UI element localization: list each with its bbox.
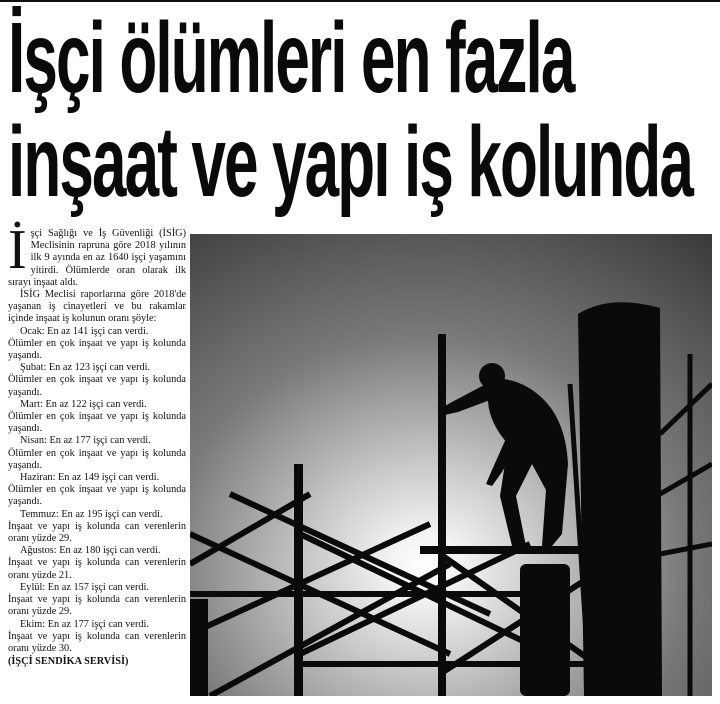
article-paragraph-2: İSİG Meclisi raporlarına göre 2018'de yaşanan iş cinayetleri ve bu rakamlar içinde inşaat iş kolunun oranı şöyle: <box>8 289 186 325</box>
monthly-list <box>8 326 186 655</box>
month-entry: Ağustos: En az 180 işçi can verdi. <box>20 545 161 557</box>
headline-line-1: İşçi ölümleri en fazla <box>8 2 574 114</box>
headline-line-2: inşaat ve yapı iş kolunda <box>8 106 693 218</box>
month-detail: Ölümler en çok inşaat ve yapı iş kolunda yaşandı. <box>8 484 186 508</box>
month-detail: Ölümler en çok inşaat ve yapı iş kolunda yaşandı. <box>8 337 186 362</box>
article-credit: (İŞÇİ SENDİKA SERVİSİ) <box>8 656 129 668</box>
month-entry: Temmuz: En az 195 işçi can verdi. <box>20 508 163 520</box>
month-entry: Mart: En az 122 işçi can verdi. <box>20 398 147 410</box>
drop-cap: İ <box>8 219 27 281</box>
month-entry: Eylül: En az 157 işçi can verdi. <box>20 581 149 593</box>
article-intro <box>8 219 186 289</box>
month-detail: İnşaat ve yapı iş kolunda can verenlerin oranı yüzde 29. <box>8 594 186 618</box>
month-detail: İnşaat ve yapı iş kolunda can verenlerin oranı yüzde 21. <box>8 557 186 581</box>
month-detail: İnşaat ve yapı iş kolunda can verenlerin oranı yüzde 29. <box>8 520 186 545</box>
construction-worker-photo <box>190 234 712 696</box>
month-detail: İnşaat ve yapı iş kolunda can verenlerin oranı yüzde 30. <box>8 630 186 654</box>
month-detail: Ölümler en çok inşaat ve yapı iş kolunda yaşandı. <box>8 374 186 398</box>
silhouette-illustration <box>190 234 712 696</box>
month-entry: Haziran: En az 149 işçi can verdi. <box>20 472 160 484</box>
intro-text: şçi Sağlığı ve İş Güvenliği (İSİG) Meclisinin rapruna göre 2018 yılının ilk 9 ayında en az 1640 işçi yaşamını yitirdi. Ölümlerde oran olarak ilk sırayı inşaat aldı. <box>8 228 186 288</box>
month-detail: Ölümler en çok inşaat ve yapı iş kolunda yaşandı. <box>8 447 186 471</box>
month-detail: Ölümler en çok inşaat ve yapı iş kolunda yaşandı. <box>8 411 186 435</box>
month-entry: Nisan: En az 177 işçi can verdi. <box>20 435 151 447</box>
month-entry: Şubat: En az 123 işçi can verdi. <box>20 362 151 374</box>
month-entry: Ekim: En az 177 işçi can verdi. <box>20 618 149 630</box>
article-body <box>8 219 186 668</box>
month-entry: Ocak: En az 141 işçi can verdi. <box>20 325 149 337</box>
